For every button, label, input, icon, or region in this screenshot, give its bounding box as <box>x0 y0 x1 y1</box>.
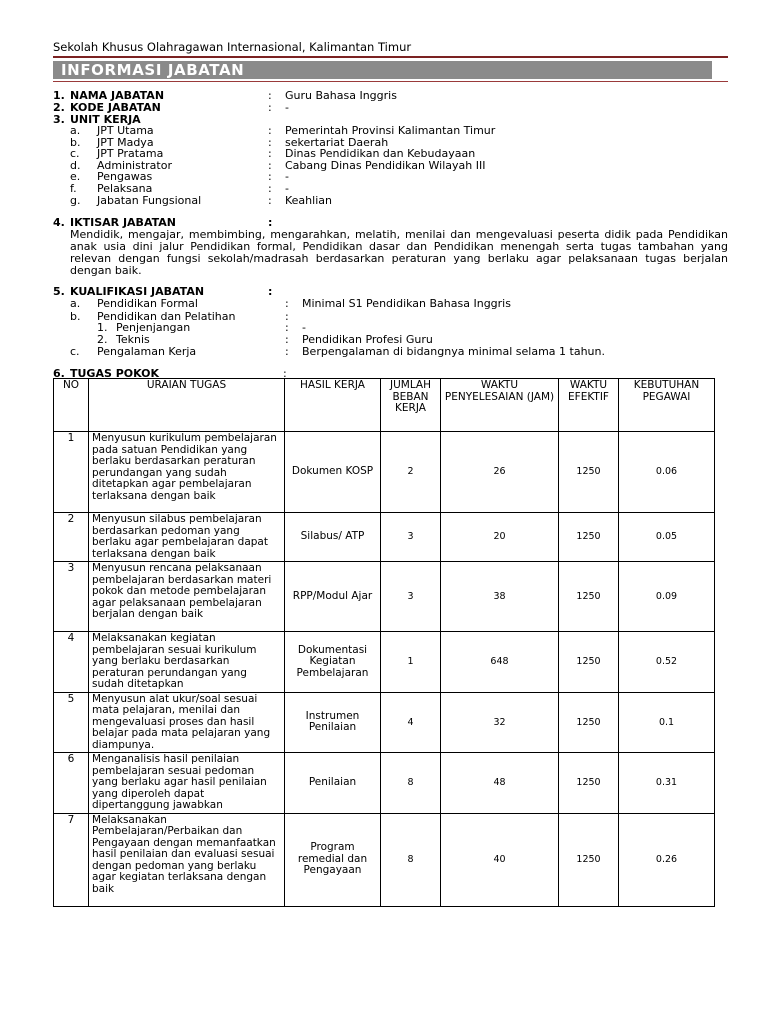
unit-label: JPT Utama <box>97 124 154 137</box>
kualifikasi-sep: : <box>285 310 289 323</box>
cell-uraian: Melaksanakan kegiatan pembelajaran sesuai kurikulum yang berlaku berdasarkan peraturan perundangan yang sudah ditetapkan <box>89 632 285 693</box>
cell-beban: 8 <box>381 753 441 814</box>
kualifikasi-label: Pendidikan dan Pelatihan <box>97 310 236 323</box>
cell-waktu: 38 <box>441 562 559 632</box>
item-number: 5. <box>53 285 65 298</box>
cell-beban: 4 <box>381 692 441 753</box>
cell-waktu: 648 <box>441 632 559 693</box>
table-row <box>54 753 715 814</box>
kualifikasi-key: c. <box>70 345 80 358</box>
cell-waktu: 20 <box>441 513 559 562</box>
unit-sep: : <box>268 136 272 149</box>
unit-sep: : <box>268 147 272 160</box>
unit-value: Keahlian <box>285 194 332 207</box>
cell-efektif: 1250 <box>559 753 619 814</box>
cell-kebutuhan: 0.05 <box>619 513 715 562</box>
unit-label: Pelaksana <box>97 182 153 195</box>
cell-uraian: Melaksanakan Pembelajaran/Perbaikan dan Pengayaan dengan memanfaatkan hasil penilaian dan evaluasi sesuai dengan pedoman yang berlaku agar kegiatan terlaksana dengan baik <box>89 813 285 906</box>
table-row <box>54 432 715 513</box>
cell-no: 5 <box>54 692 89 753</box>
cell-beban: 8 <box>381 813 441 906</box>
cell-kebutuhan: 0.31 <box>619 753 715 814</box>
cell-no: 4 <box>54 632 89 693</box>
cell-no: 1 <box>54 432 89 513</box>
cell-hasil: Dokumentasi Kegiatan Pembelajaran <box>285 632 381 693</box>
unit-label: Jabatan Fungsional <box>97 194 202 207</box>
item-sep: : <box>268 101 272 114</box>
header-kebutuhan: KEBUTUHAN PEGAWAI <box>619 379 715 432</box>
cell-hasil: Instrumen Penilaian <box>285 692 381 753</box>
item-value: Guru Bahasa Inggris <box>285 89 397 102</box>
header-rule-top <box>53 56 728 58</box>
table-row <box>54 562 715 632</box>
item-number: 3. <box>53 113 65 126</box>
table-row <box>54 813 715 906</box>
unit-key: e. <box>70 170 81 183</box>
kualifikasi-sep: : <box>285 345 289 358</box>
cell-efektif: 1250 <box>559 513 619 562</box>
item-number: 2. <box>53 101 65 114</box>
kualifikasi-sep: : <box>285 297 289 310</box>
kualifikasi-sep: : <box>285 321 289 334</box>
unit-sep: : <box>268 124 272 137</box>
kualifikasi-sep: : <box>285 333 289 346</box>
cell-uraian: Menyusun alat ukur/soal sesuai mata pelajaran, menilai dan mengevaluasi proses dan hasil belajar pada mata pelajaran yang diampunya. <box>89 692 285 753</box>
table-row <box>54 632 715 693</box>
cell-hasil: RPP/Modul Ajar <box>285 562 381 632</box>
item-label: TUGAS POKOK <box>70 367 160 380</box>
kualifikasi-label: Pendidikan Formal <box>97 297 198 310</box>
cell-no: 2 <box>54 513 89 562</box>
header-rule-bottom <box>53 81 728 82</box>
item-label: UNIT KERJA <box>70 113 141 126</box>
cell-hasil: Penilaian <box>285 753 381 814</box>
cell-hasil: Program remedial dan Pengayaan <box>285 813 381 906</box>
item-label: KODE JABATAN <box>70 101 161 114</box>
unit-value: Pemerintah Provinsi Kalimantan Timur <box>285 124 496 137</box>
kualifikasi-key: 2. <box>97 333 108 346</box>
unit-label: JPT Madya <box>97 136 154 149</box>
item-label: IKTISAR JABATAN <box>70 216 176 229</box>
unit-key: d. <box>70 159 81 172</box>
kualifikasi-key: 1. <box>97 321 108 334</box>
kualifikasi-label: Penjenjangan <box>116 321 191 334</box>
cell-no: 7 <box>54 813 89 906</box>
unit-value: sekertariat Daerah <box>285 136 389 149</box>
cell-beban: 1 <box>381 632 441 693</box>
tugas-pokok-table <box>53 378 715 907</box>
cell-waktu: 32 <box>441 692 559 753</box>
iktisar-paragraph: Mendidik, mengajar, membimbing, mengarahkan, melatih, menilai dan mengevaluasi peserta didik pada Pendidikan anak usia dini jalur Pendidikan formal, Pendidikan dasar dan Pendidikan menengah serta tugas tambahan yang relevan dengan fungsi sekolah/madrasah berdasarkan peraturan yang berlaku agar pelaksanaan tugas berjalan dengan baik. <box>70 228 728 277</box>
header-efektif: WAKTU EFEKTIF <box>559 379 619 432</box>
unit-sep: : <box>268 194 272 207</box>
cell-waktu: 26 <box>441 432 559 513</box>
cell-beban: 2 <box>381 432 441 513</box>
item-sep: : <box>268 216 273 229</box>
cell-no: 3 <box>54 562 89 632</box>
cell-uraian: Menyusun rencana pelaksanaan pembelajaran berdasarkan materi pokok dan metode pembelajaran agar pelaksanaan pembelajaran berjalan dengan baik <box>89 562 285 632</box>
cell-kebutuhan: 0.06 <box>619 432 715 513</box>
cell-hasil: Silabus/ ATP <box>285 513 381 562</box>
cell-efektif: 1250 <box>559 432 619 513</box>
item-sep: : <box>268 285 273 298</box>
unit-key: a. <box>70 124 81 137</box>
item-sep: : <box>268 89 272 102</box>
cell-waktu: 40 <box>441 813 559 906</box>
kualifikasi-label: Teknis <box>116 333 150 346</box>
kualifikasi-key: b. <box>70 310 81 323</box>
unit-key: f. <box>70 182 77 195</box>
cell-uraian: Menyusun silabus pembelajaran berdasarkan pedoman yang berlaku agar pembelajaran dapat terlaksana dengan baik <box>89 513 285 562</box>
cell-beban: 3 <box>381 513 441 562</box>
kualifikasi-value: Berpengalaman di bidangnya minimal selama 1 tahun. <box>302 345 605 358</box>
unit-sep: : <box>268 170 272 183</box>
cell-efektif: 1250 <box>559 692 619 753</box>
unit-value: Cabang Dinas Pendidikan Wilayah III <box>285 159 486 172</box>
unit-sep: : <box>268 182 272 195</box>
table-row <box>54 513 715 562</box>
document-title: INFORMASI JABATAN <box>53 61 712 79</box>
header-beban: JUMLAH BEBAN KERJA <box>381 379 441 432</box>
item-number: 1. <box>53 89 65 102</box>
unit-label: Administrator <box>97 159 172 172</box>
cell-waktu: 48 <box>441 753 559 814</box>
unit-label: Pengawas <box>97 170 153 183</box>
unit-value: - <box>285 182 289 195</box>
cell-kebutuhan: 0.26 <box>619 813 715 906</box>
unit-key: b. <box>70 136 81 149</box>
kualifikasi-value: Minimal S1 Pendidikan Bahasa Inggris <box>302 297 511 310</box>
kualifikasi-label: Pengalaman Kerja <box>97 345 197 358</box>
cell-efektif: 1250 <box>559 813 619 906</box>
unit-value: - <box>285 170 289 183</box>
cell-uraian: Menganalisis hasil penilaian pembelajaran sesuai pedoman yang berlaku agar hasil penilaian yang diperoleh dapat dipertanggung jawabkan <box>89 753 285 814</box>
header-uraian: URAIAN TUGAS <box>89 379 285 432</box>
cell-kebutuhan: 0.1 <box>619 692 715 753</box>
unit-sep: : <box>268 159 272 172</box>
cell-hasil: Dokumen KOSP <box>285 432 381 513</box>
unit-value: Dinas Pendidikan dan Kebudayaan <box>285 147 476 160</box>
header-hasil: HASIL KERJA <box>285 379 381 432</box>
item-sep: : <box>283 367 287 380</box>
cell-beban: 3 <box>381 562 441 632</box>
item-number: 4. <box>53 216 65 229</box>
item-value: - <box>285 101 289 114</box>
kualifikasi-value: - <box>302 321 306 334</box>
cell-no: 6 <box>54 753 89 814</box>
table-row <box>54 692 715 753</box>
table-header-row <box>54 379 715 432</box>
school-name: Sekolah Khusus Olahragawan Internasional, Kalimantan Timur <box>53 40 412 54</box>
item-label: NAMA JABATAN <box>70 89 165 102</box>
cell-kebutuhan: 0.09 <box>619 562 715 632</box>
unit-key: c. <box>70 147 80 160</box>
item-label: KUALIFIKASI JABATAN <box>70 285 205 298</box>
cell-efektif: 1250 <box>559 562 619 632</box>
cell-efektif: 1250 <box>559 632 619 693</box>
unit-label: JPT Pratama <box>97 147 164 160</box>
unit-key: g. <box>70 194 81 207</box>
header-no: NO <box>54 379 89 432</box>
cell-kebutuhan: 0.52 <box>619 632 715 693</box>
item-number: 6. <box>53 367 65 380</box>
kualifikasi-value: Pendidikan Profesi Guru <box>302 333 433 346</box>
header-waktu: WAKTU PENYELESAIAN (JAM) <box>441 379 559 432</box>
kualifikasi-key: a. <box>70 297 81 310</box>
cell-uraian: Menyusun kurikulum pembelajaran pada satuan Pendidikan yang berlaku berdasarkan peraturan perundangan yang sudah ditetapkan agar pembelajaran terlaksana dengan baik <box>89 432 285 513</box>
